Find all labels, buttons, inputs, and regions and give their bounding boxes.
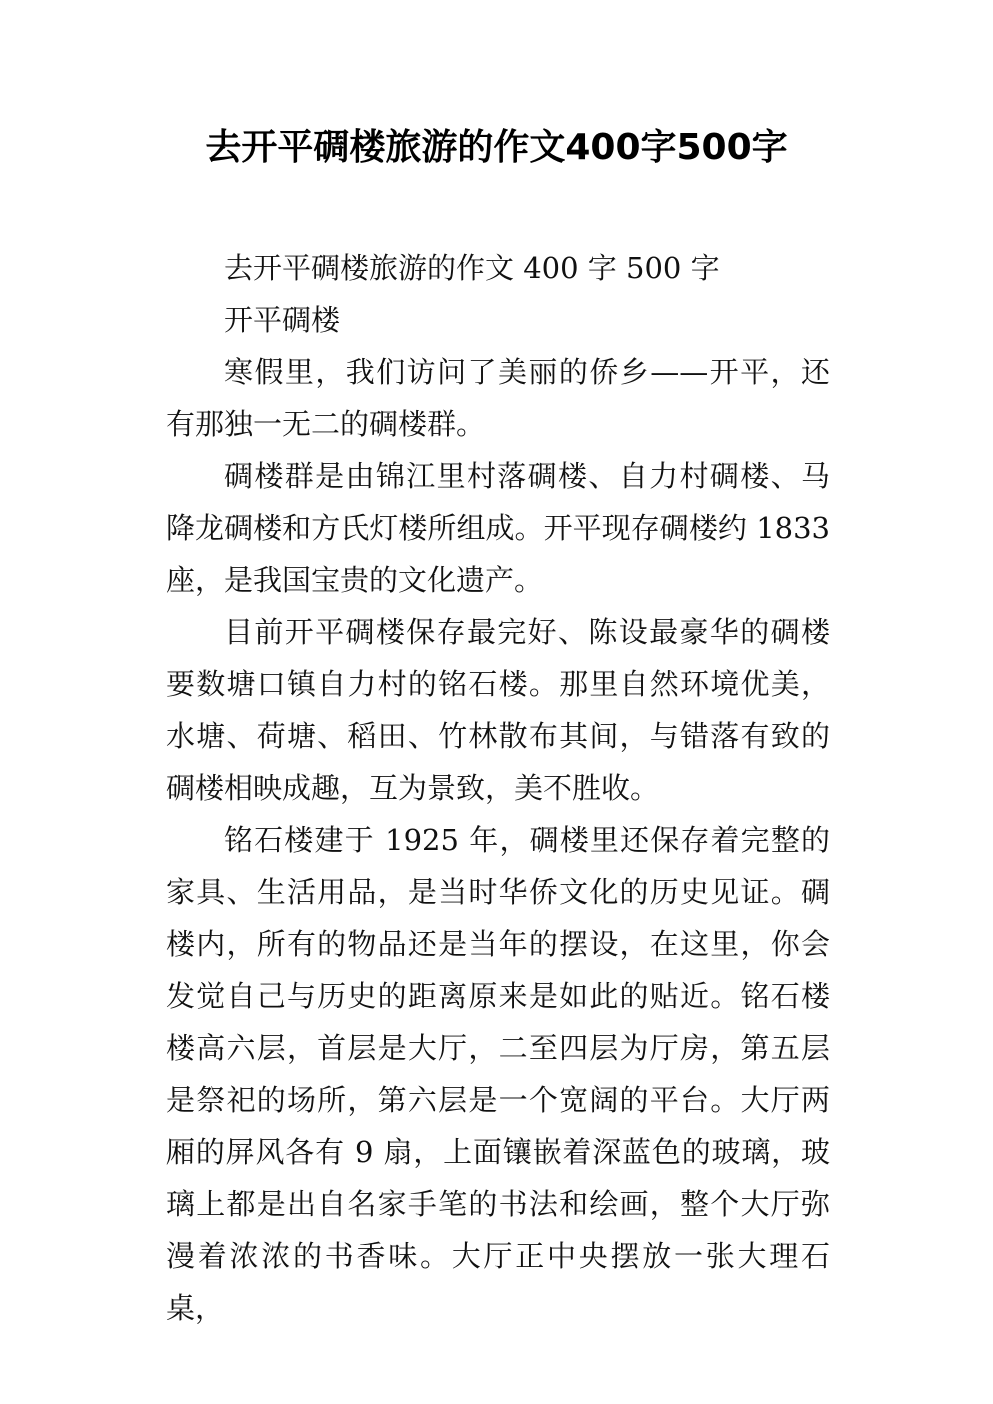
document-title: 去开平碉楼旅游的作文400字500字 [205, 127, 788, 168]
paragraph-mingshi-intro: 目前开平碉楼保存最完好、陈设最豪华的碉楼要数塘口镇自力村的铭石楼。那里自然环境优美，水塘、荷塘、稻田、竹林散布其间，与错落有致的碉楼相映成趣，互为景致，美不胜收。 [166, 615, 830, 805]
paragraph-intro: 寒假里，我们访问了美丽的侨乡——开平，还有那独一无二的碉楼群。 [166, 355, 830, 441]
paragraph-heading: 开平碉楼 [224, 303, 341, 337]
paragraph-mingshi-detail: 铭石楼建于 1925 年，碉楼里还保存着完整的家具、生活用品，是当时华侨文化的历史见证。碉楼内，所有的物品还是当年的摆设，在这里，你会发觉自己与历史的距离原来是如此的贴近。铭石楼楼高六层，首层是大厅，二至四层为厅房，第五层是祭祀的场所，第六层是一个宽阔的平台。大厅两厢的屏风各有 9 扇，上面镶嵌着深蓝色的玻璃，玻璃上都是出自名家手笔的书法和绘画，整个大厅弥漫着浓浓的书香味。大厅正中央摆放一张大理石桌， [166, 823, 830, 1325]
paragraph-composition: 碉楼群是由锦江里村落碉楼、自力村碉楼、马降龙碉楼和方氏灯楼所组成。开平现存碉楼约 1833 座，是我国宝贵的文化遗产。 [166, 459, 830, 597]
paragraph-subtitle: 去开平碉楼旅游的作文 400 字 500 字 [224, 251, 720, 285]
document-body [166, 242, 830, 1334]
